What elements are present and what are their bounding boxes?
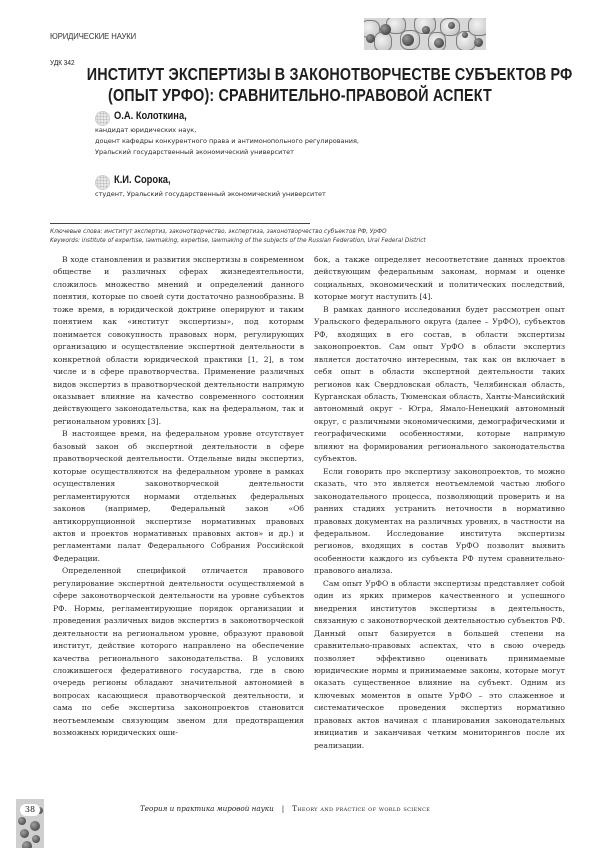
author-avatar-icon <box>95 111 110 126</box>
author-affiliation: Уральский государственный экономический университет <box>95 147 294 156</box>
divider <box>50 223 310 224</box>
author-name: К.И. Сорока, <box>114 174 171 186</box>
page-number: 38 <box>20 804 40 816</box>
title-line: (ОПЫТ УРФО): СРАВНИТЕЛЬНО-ПРАВОВОЙ АСПЕКТ <box>108 85 492 105</box>
body-column-left <box>53 254 304 740</box>
paragraph: В настоящее время, на федеральном уровне отсутствует базовый закон об экспертной деятельности в сфере правотворческой деятельности. Отдельные виды экспертиз, которые осуществляются на федеральном уровне в рамках осуществления законотворческой деятельности регламентируются нормами отдельных федеральных законов (например, Федеральный закон «Об антикоррупционной экспертизе нормативных правовых актов и проектов нормативных правовых актов» и др.) и регламентами палат Федерального Собрания Российской Федерации. <box>53 429 304 563</box>
title-line: ИНСТИТУТ ЭКСПЕРТИЗЫ В ЗАКОНОТВОРЧЕСТВЕ СУБЪЕКТОВ РФ <box>86 64 573 84</box>
paragraph: Сам опыт УрФО в области экспертизы представляет собой один из ярких примеров качественного и успешного внедрения институтов экспертизы в деятельность, связанную с законотворческой деятельностью субъектов РФ. Данный опыт базируется в большей степени на сравнительно-правовых аспектах, что в свою очередь позволяет эффективно оценивать принимаемые юридические нормы и принимаемые законы, которые могут оказать существенное влияние на субъект. Одним из ключевых моментов в опыте УрФО – это слаженное и систематическое проведения экспертиз нормативно правовых актов начиная с планирования законодательных инициатив и заканчивая четким мониторингов после их реализации. <box>314 578 565 750</box>
paragraph: бок, а также определяет несоответствие данных проектов действующим федеральным законам, нормам и оценке социальных, экономический и политических последствий, которые могут наступить [4]. <box>314 255 565 302</box>
author-name: О.А. Колоткина, <box>114 110 187 122</box>
author-affiliation: доцент кафедры конкурентного права и антимонопольного регулирования, <box>95 136 359 145</box>
body-column-right <box>314 254 565 752</box>
section-label: ЮРИДИЧЕСКИЕ НАУКИ <box>50 31 137 41</box>
author-affiliation: студент, Уральский государственный экономический университет <box>95 190 326 198</box>
article-title <box>86 64 573 106</box>
keywords <box>50 228 426 246</box>
header-decorative-image <box>364 18 486 50</box>
journal-title <box>140 804 430 813</box>
journal-title-en: Theory and practice of world science <box>292 804 431 813</box>
journal-title-ru: Теория и практика мировой науки <box>140 804 274 813</box>
keywords-ru: Ключевые слова: институт экспертиз, законотворчество, экспертиза, законотворчество субъектов РФ, УрФО <box>50 229 387 235</box>
author-affiliation: кандидат юридических наук, <box>95 126 197 134</box>
author-avatar-icon <box>95 175 110 190</box>
paragraph: В рамках данного исследования будет рассмотрен опыт Уральского федерального округа (далее – УрФО), субъектов РФ, входящих в его состав, в области экспертизы законопроектов. Сам опыт УрФО в области экспертиз является достаточно интересным, так как он включает в себя опыт в области экспертной деятельности таких регионов как Свердловская область, Челябинская область, Курганская область, Тюменская область, Ханты-Мансийский автономный округ - Югра, Ямало-Ненецкий автономный округ, с различными экономическими, демографическими и географическими особенностями, которые напрямую влияют на формирования регионального законодательства субъектов. <box>314 304 565 464</box>
separator: | <box>281 804 285 813</box>
paragraph: Если говорить про экспертизу законопроектов, то можно сказать, что это является неотъемлемой частью любого законодательного процесса, позволяющий проверить и на ранних стадиях устранить неточности в нормативно правовых документах на различных уровнях, в частности на федеральном. Исследование института экспертизы регионов, входящих в состав УрФО позволит выявить особенности каждого из субъекта РФ путем сравнительно-правового анализа. <box>314 466 565 576</box>
udk-code: УДК 342 <box>50 58 75 67</box>
paragraph: Определенной спецификой отличается правового регулирование экспертной деятельности осуществляемой в сфере законотворческой деятельности на уровне субъектов РФ. Нормы, регламентирующие порядок организации и проведения различных видов экспертиз в законотворческой деятельности на региональном уровне, образуют правовой институт, действие которого направлено на обеспечение качества регионального законодательства. В условиях сложившегося федеративного государства, где в свою очередь регионы обладают значительной автономией в вопросах касающиеся правотворческой деятельности, и сама по себе экспертиза законопроектов становится неотъемлемым связующим звеном для предотвращения возможных юридических оши- <box>53 566 304 738</box>
keywords-en: Keywords: institute of expertise, lawmaking, expertise, lawmaking of the subjects of the Russian Federation, Ural Federal District <box>50 238 426 244</box>
paragraph: В ходе становления и развития экспертизы в современном обществе и различных сферах жизнедеятельности, сложилось множество мнений и определений данного понятия, которые по своей сути достаточно разнообразны. В тоже время, в юридической доктрине оперируют и таким понятием как «институт экспертизы», под которым понимается совокупность правовых норм, регулирующих организацию и осуществление экспертной деятельности в конкретной области юридической практики [1, 2], в том числе и в сфере правотворчества. Применение различных видов экспертиз в правотворческой деятельности напрямую оказывает влияние на качество современного состояния действующего законодательства, как на федеральном, так и региональном уровнях [3]. <box>53 255 304 426</box>
